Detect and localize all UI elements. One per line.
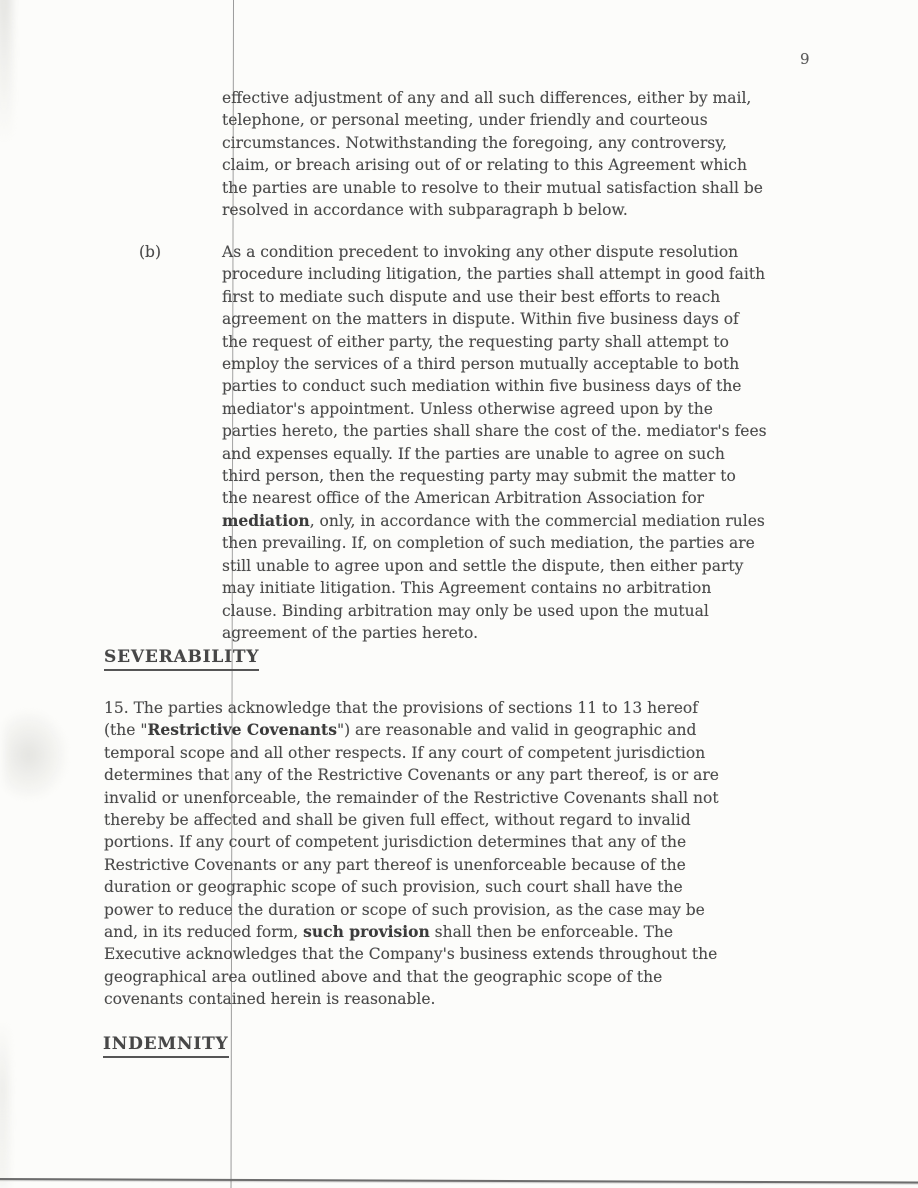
scan-smudge-top-left [0, 0, 12, 144]
text-line: thereby be affected and shall be given full effect, without regard to invalid [104, 811, 691, 830]
text-line: determines that any of the Restrictive Covenants or any part thereof, is or are [104, 766, 719, 785]
text-line: portions. If any court of competent jurisdiction determines that any of the [104, 833, 687, 852]
text-line: first to mediate such dispute and use their best efforts to reach [222, 287, 721, 306]
text-line: third person, then the requesting party may submit the matter to [222, 467, 736, 486]
page-number: 9 [800, 50, 810, 68]
clause-b-label: (b) [139, 243, 162, 261]
text-line: the parties are unable to resolve to their mutual satisfaction shall be [222, 178, 763, 197]
text-line: agreement on the matters in dispute. Within five business days of [222, 310, 739, 329]
indemnity-heading: INDEMNITY [103, 1034, 229, 1058]
text-line: power to reduce the duration or scope of such provision, as the case may be [104, 900, 705, 919]
text-line: duration or geographic scope of such provision, such court shall have the [104, 878, 683, 897]
text-line: resolved in accordance with subparagraph b below. [222, 201, 628, 220]
text-line: parties to conduct such mediation within five business days of the [222, 377, 742, 396]
text-line: geographical area outlined above and that the geographic scope of the [104, 967, 663, 986]
text-line: circumstances. Notwithstanding the foregoing, any controversy, [222, 133, 727, 152]
text-line: temporal scope and all other respects. If any court of competent jurisdiction [104, 743, 706, 762]
text-line: the nearest office of the American Arbitration Association for [222, 489, 705, 508]
text-line: procedure including litigation, the parties shall attempt in good faith [222, 265, 766, 284]
text-line: then prevailing. If, on completion of such mediation, the parties are [222, 534, 755, 553]
text-line: parties hereto, the parties shall share the cost of the. mediator's fees [222, 422, 767, 441]
clause-b-text [222, 241, 815, 644]
scan-smudge-bottom-left [0, 1020, 9, 1188]
text-line: 15. The parties acknowledge that the provisions of sections 11 to 13 hereof [104, 699, 698, 717]
severability-heading: SEVERABILITY [104, 647, 259, 671]
paragraph-continuation [222, 87, 815, 221]
text-line: still unable to agree upon and settle the dispute, then either party [222, 556, 744, 575]
text-line: telephone, or personal meeting, under friendly and courteous [222, 111, 708, 130]
paragraph-15 [104, 697, 815, 1011]
text-line: (the "Restrictive Covenants") are reasonable and valid in geographic and [104, 720, 697, 740]
scan-smudge-mid-left [4, 712, 66, 798]
text-line: covenants contained herein is reasonable. [104, 990, 436, 1009]
text-line: claim, or breach arising out of or relating to this Agreement which [222, 156, 747, 175]
text-line: the request of either party, the requesting party shall attempt to [222, 332, 729, 351]
text-line: As a condition precedent to invoking any other dispute resolution [222, 243, 739, 261]
text-line: mediation, only, in accordance with the commercial mediation rules [222, 510, 765, 530]
text-line: may initiate litigation. This Agreement contains no arbitration [222, 579, 712, 598]
text-line: agreement of the parties hereto. [222, 623, 478, 642]
text-line: clause. Binding arbitration may only be used upon the mutual [222, 601, 709, 620]
text-line: employ the services of a third person mutually acceptable to both [222, 355, 740, 374]
scan-bottom-edge-line [0, 1178, 918, 1183]
text-line: and expenses equally. If the parties are unable to agree on such [222, 444, 725, 463]
text-line: Executive acknowledges that the Company's business extends throughout the [104, 945, 718, 964]
text-line: Restrictive Covenants or any part thereof is unenforceable because of the [104, 855, 686, 874]
text-line: and, in its reduced form, such provision shall then be enforceable. The [104, 922, 674, 942]
text-line: effective adjustment of any and all such differences, either by mail, [222, 89, 752, 107]
text-line: mediator's appointment. Unless otherwise agreed upon by the [222, 399, 713, 418]
text-line: invalid or unenforceable, the remainder of the Restrictive Covenants shall not [104, 788, 719, 807]
